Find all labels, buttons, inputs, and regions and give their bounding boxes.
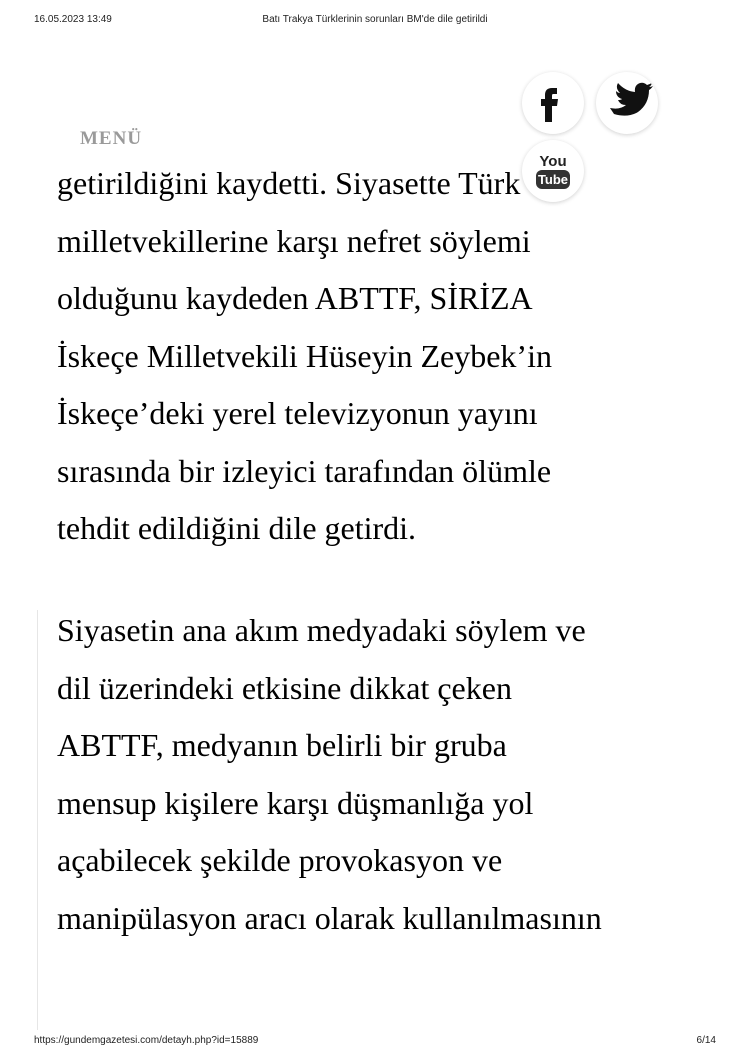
facebook-button[interactable] [522,72,584,134]
print-url: https://gundemgazetesi.com/detayh.php?id=15889 [34,1035,259,1046]
article-paragraph [57,602,602,947]
text-line: İskeçe Milletvekili Hüseyin Zeybek’in [57,337,552,374]
text-line: ABTTF, medyanın belirli bir gruba [57,727,507,763]
print-page-number: 6/14 [696,1035,716,1046]
print-date: 16.05.2023 13:49 [34,14,112,25]
print-header [0,14,750,28]
text-line: Siyasetin ana akım medyadaki söylem ve [57,612,586,648]
twitter-icon [596,72,658,134]
print-footer [0,1035,750,1049]
text-line: getirildiğini kaydetti. Siyasette Türk [57,165,521,201]
text-line: manipülasyon aracı olarak kullanılmasının [57,899,602,936]
text-line: tehdit edildiğini dile getirdi. [57,510,417,546]
menu-button[interactable]: MENÜ [80,128,143,149]
text-line: İskeçe’deki yerel televizyonun yayını [57,395,538,431]
paragraph-divider [37,610,38,1030]
svg-text:You: You [539,153,567,170]
article-paragraph [57,155,717,558]
text-line: milletvekillerine karşı nefret söylemi [57,222,531,259]
text-line: dil üzerindeki etkisine dikkat çeken [57,669,512,706]
text-line: olduğunu kaydeden ABTTF, SİRİZA [57,280,533,316]
article-body [57,155,717,936]
print-page-title: Batı Trakya Türklerinin sorunları BM'de dile getirildi [262,14,488,25]
twitter-button[interactable] [596,72,658,134]
text-line: açabilecek şekilde provokasyon ve [57,842,503,878]
text-line: sırasında bir izleyici tarafından ölümle [57,452,552,489]
svg-text:Tube: Tube [537,172,569,187]
text-line: mensup kişilere karşı düşmanlığa yol [57,784,534,821]
facebook-icon [522,72,584,134]
